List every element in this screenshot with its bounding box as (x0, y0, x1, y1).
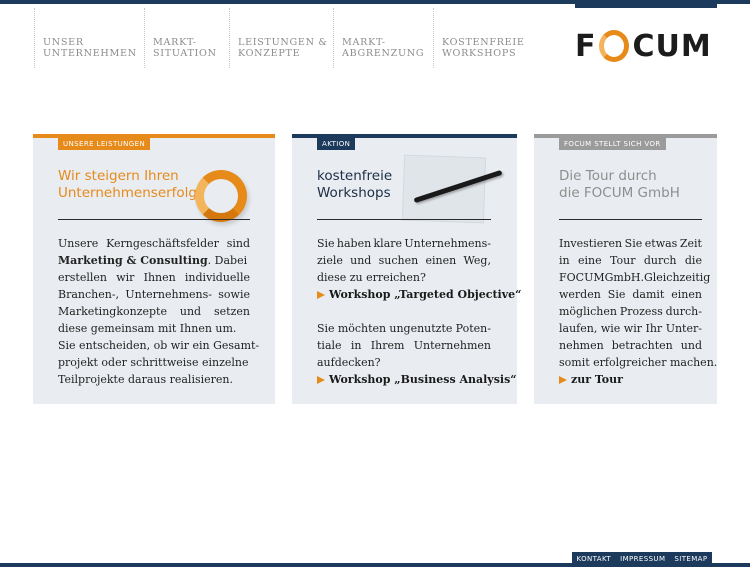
bottom-border (0, 563, 750, 567)
footer-link-sitemap[interactable]: SITEMAP (674, 554, 708, 563)
workshop-business-analysis-link[interactable]: Workshop „Business Analysis“ (317, 371, 491, 388)
nav-label-line2: WORKSHOPS (442, 48, 517, 59)
logo-letter-f: F (575, 28, 597, 64)
card-heading-line2: Unternehmenserfolg (58, 185, 198, 201)
footer-link-impressum[interactable]: IMPRESSUM (620, 554, 666, 563)
nav-label-line1: UNSER (43, 37, 84, 48)
arrow-right-icon (559, 376, 567, 384)
zur-tour-link[interactable]: zur Tour (559, 371, 702, 388)
nav-marktsituation[interactable] (144, 8, 229, 68)
card-focum-stellt-sich-vor (534, 134, 717, 404)
nav-label-line2: SITUATION (153, 48, 217, 59)
card-body-text: Sie haben klare Unternehmens- ziele und suchen einen Weg, diese zu erreichen? Workshop „Targeted Objective“ Sie möchten ungenutzte Poten- tiale in Ihrem Unternehmen aufdecken? Workshop „Business Analysis“ (317, 237, 522, 386)
nav-marktabgrenzung[interactable] (333, 8, 433, 68)
nav-kostenfreie-workshops[interactable] (433, 8, 533, 68)
card-divider (559, 219, 702, 220)
card-heading[interactable] (559, 168, 680, 202)
nav-label-line1: LEISTUNGEN & (238, 37, 328, 48)
card-heading-line1: Die Tour durch (559, 168, 657, 184)
card-heading-line2: die FOCUM GmbH (559, 185, 680, 201)
card-tag: UNSERE LEISTUNGEN (58, 138, 150, 150)
nav-unser-unternehmen[interactable] (34, 8, 144, 68)
logo-ring-icon (599, 30, 629, 62)
nav-label-line1: MARKT- (153, 37, 197, 48)
card-heading-line2: Workshops (317, 185, 391, 201)
card-body-text: Investieren Sie etwas Zeit in eine Tour durch die FOCUM GmbH. Gleichzeitig werden Sie damit einen möglichen Prozess durch- laufen, wie wir Ihr Unter- nehmen betrachten und somit erfolgreicher machen. zur Tour (559, 237, 718, 386)
arrow-right-icon (317, 291, 325, 299)
card-heading[interactable] (317, 168, 392, 202)
nav-leistungen-konzepte[interactable] (229, 8, 333, 68)
card-heading-line1: Wir steigern Ihren (58, 168, 179, 184)
workshop-targeted-objective-link[interactable]: Workshop „Targeted Objective“ (317, 286, 491, 303)
card-aktion (292, 134, 522, 404)
nav-label-line1: KOSTENFREIE (442, 37, 525, 48)
nav-label-line2: ABGRENZUNG (342, 48, 425, 59)
card-tag: FOCUM STELLT SICH VOR (559, 138, 666, 150)
card-body-text: Unsere Kerngeschäftsfelder sind Marketing & Consulting. Dabei erstellen wir Ihnen individuelle Branchen-, Unternehmens- sowie Marketingkonzepte und setzen diese gemeinsam mit Ihnen um. Sie entscheiden, ob wir ein Gesamt- projekt oder schrittweise einzelne Teilprojekte daraus realisieren. (58, 237, 260, 386)
logo-accent-bar (575, 4, 717, 8)
card-heading[interactable] (58, 168, 197, 202)
arrow-right-icon (317, 376, 325, 384)
nav-label-line1: MARKT- (342, 37, 386, 48)
highlight-marketing-consulting: Marketing & Consulting (58, 254, 208, 267)
nav-label-line2: UNTERNEHMEN (43, 48, 137, 59)
card-divider (58, 219, 250, 220)
nav-label-line2: KONZEPTE (238, 48, 301, 59)
card-divider (317, 219, 491, 220)
card-tag: AKTION (317, 138, 355, 150)
footer-link-kontakt[interactable]: KONTAKT (576, 554, 612, 563)
focum-logo[interactable] (575, 28, 712, 64)
card-heading-line1: kostenfreie (317, 168, 393, 184)
logo-letters-cum: CUM (632, 28, 712, 64)
card-unsere-leistungen (33, 134, 275, 404)
orange-ring-icon (195, 170, 247, 222)
